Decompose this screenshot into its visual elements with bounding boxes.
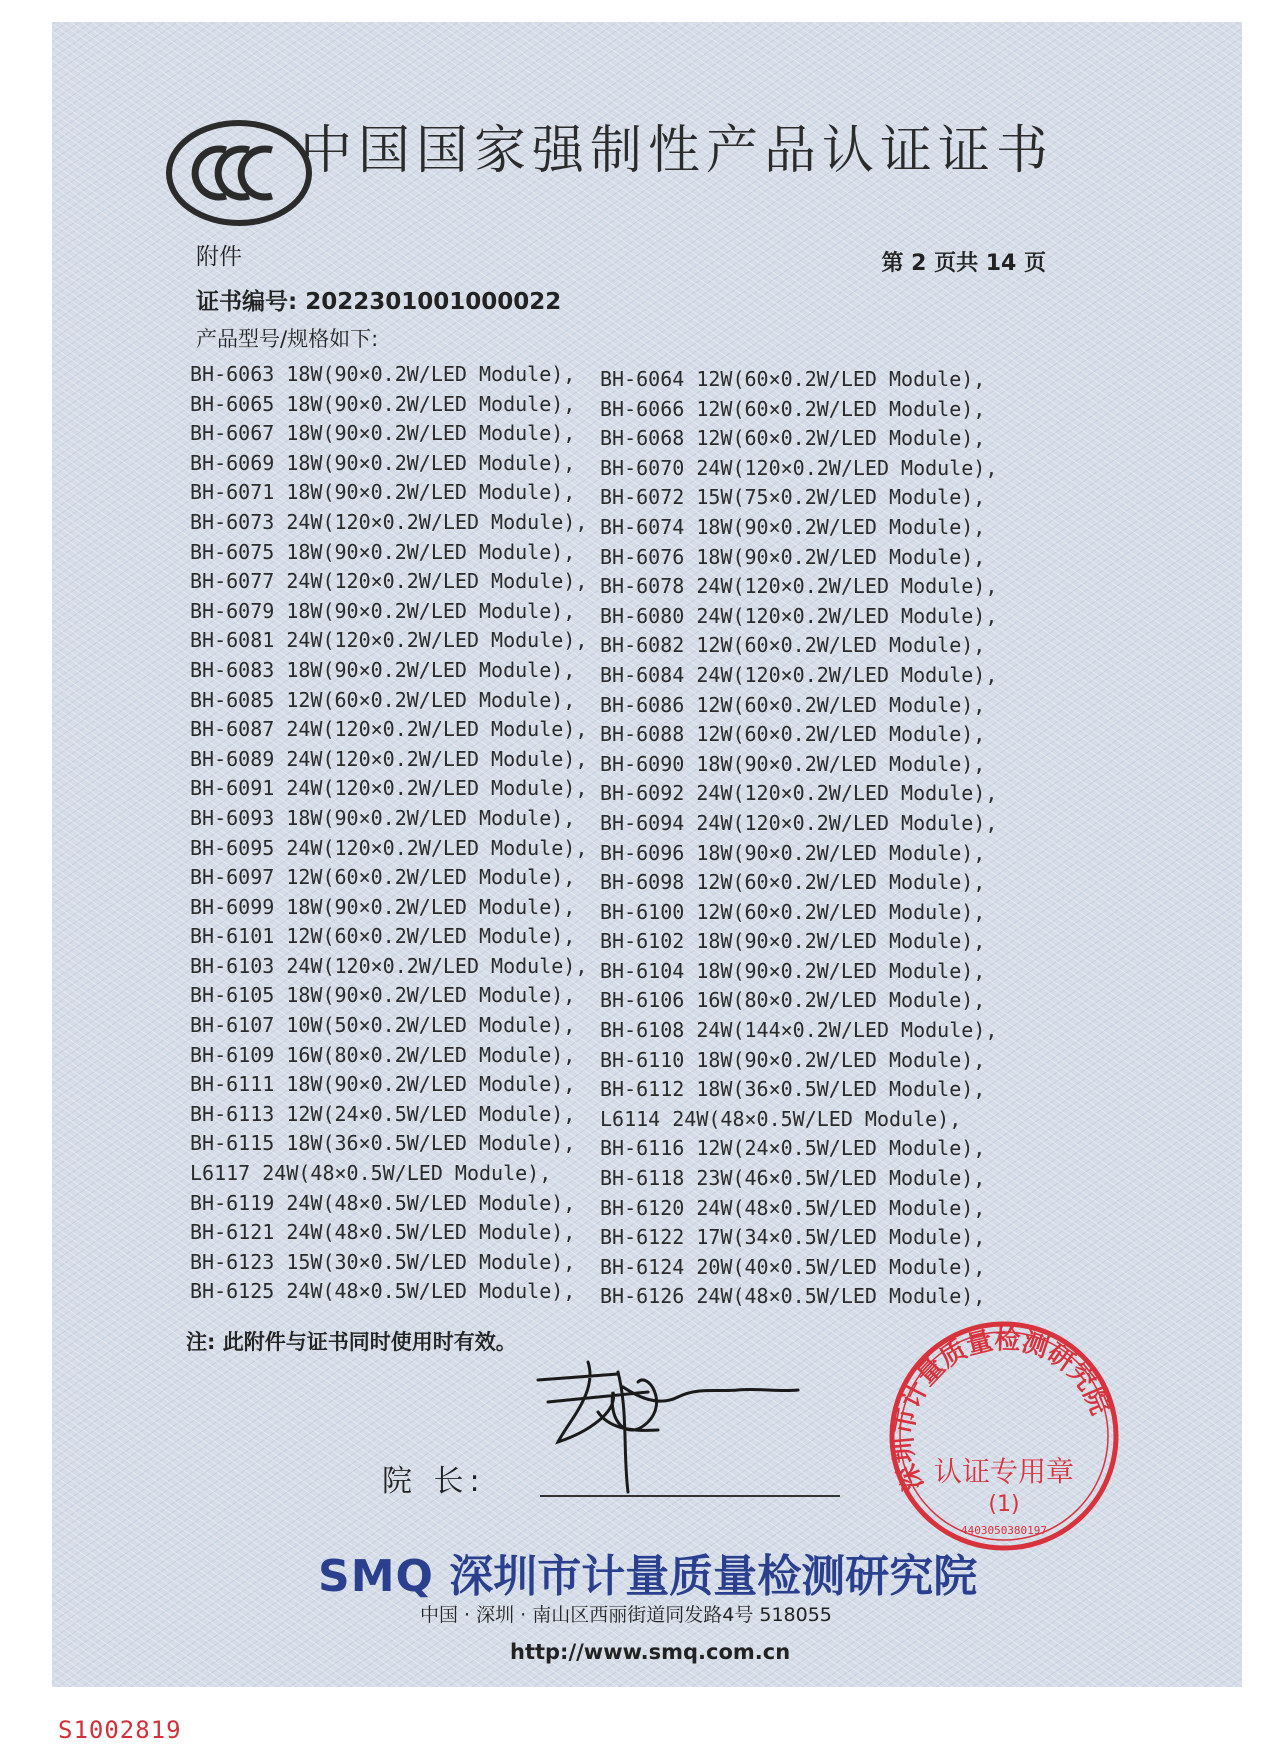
product-left-item: BH-6067 18W(90×0.2W/LED Module), xyxy=(190,421,576,446)
product-left-item: BH-6065 18W(90×0.2W/LED Module), xyxy=(190,391,576,416)
product-right-item: BH-6118 23W(46×0.5W/LED Module), xyxy=(600,1166,986,1191)
product-left-item: BH-6077 24W(120×0.2W/LED Module), xyxy=(190,569,588,594)
product-right-item: BH-6120 24W(48×0.5W/LED Module), xyxy=(600,1195,986,1220)
ccc-logo xyxy=(164,118,314,228)
product-left-item: BH-6091 24W(120×0.2W/LED Module), xyxy=(190,776,588,801)
product-list-right xyxy=(600,365,997,1312)
product-right-item: BH-6070 24W(120×0.2W/LED Module), xyxy=(600,455,998,480)
smq-brand: SMQ xyxy=(318,1551,434,1602)
organization-address: 中国 · 深圳 · 南山区西丽街道同发路4号 518055 xyxy=(420,1604,832,1626)
certificate-number: 证书编号: 2022301001000022 xyxy=(196,289,562,315)
product-left-item: BH-6111 18W(90×0.2W/LED Module), xyxy=(190,1072,576,1097)
product-right-item: BH-6110 18W(90×0.2W/LED Module), xyxy=(600,1047,986,1072)
product-left-item: BH-6105 18W(90×0.2W/LED Module), xyxy=(190,983,576,1008)
validity-note: 注: 此附件与证书同时使用时有效。 xyxy=(186,1330,517,1354)
product-left-item: BH-6107 10W(50×0.2W/LED Module), xyxy=(190,1013,576,1038)
product-right-item: BH-6086 12W(60×0.2W/LED Module), xyxy=(600,692,986,717)
product-right-item: BH-6094 24W(120×0.2W/LED Module), xyxy=(600,810,998,835)
product-right-item: BH-6072 15W(75×0.2W/LED Module), xyxy=(600,485,986,510)
organization-name xyxy=(318,1540,977,1604)
product-right-item: BH-6076 18W(90×0.2W/LED Module), xyxy=(600,544,986,569)
product-right-item: BH-6088 12W(60×0.2W/LED Module), xyxy=(600,722,986,747)
organization-url: http://www.smq.com.cn xyxy=(510,1640,791,1664)
product-right-item: BH-6116 12W(24×0.5W/LED Module), xyxy=(600,1136,986,1161)
organization-full-name: 深圳市计量质量检测研究院 xyxy=(449,1551,978,1602)
product-right-item: BH-6078 24W(120×0.2W/LED Module), xyxy=(600,574,998,599)
product-right-item: BH-6100 12W(60×0.2W/LED Module), xyxy=(600,899,986,924)
seal-ring-text: 深圳市计量质量检测研究院 xyxy=(888,1325,1115,1495)
page-indicator: 第 2 页共 14 页 xyxy=(881,251,1046,276)
dean-label: 院 长: xyxy=(382,1464,486,1499)
product-left-item: BH-6113 12W(24×0.5W/LED Module), xyxy=(190,1101,576,1126)
product-right-item: BH-6084 24W(120×0.2W/LED Module), xyxy=(600,662,998,687)
product-left-item: BH-6121 24W(48×0.5W/LED Module), xyxy=(190,1220,576,1245)
product-left-item: BH-6093 18W(90×0.2W/LED Module), xyxy=(190,805,576,830)
official-seal xyxy=(884,1316,1124,1556)
serial-number: S1002819 xyxy=(58,1716,182,1744)
product-right-item: BH-6096 18W(90×0.2W/LED Module), xyxy=(600,840,986,865)
product-right-item: BH-6068 12W(60×0.2W/LED Module), xyxy=(600,426,986,451)
product-left-item: BH-6101 12W(60×0.2W/LED Module), xyxy=(190,924,576,949)
product-left-item: BH-6109 16W(80×0.2W/LED Module), xyxy=(190,1042,576,1067)
product-left-item: BH-6103 24W(120×0.2W/LED Module), xyxy=(190,953,588,978)
product-right-item: BH-6080 24W(120×0.2W/LED Module), xyxy=(600,603,998,628)
product-left-item: BH-6063 18W(90×0.2W/LED Module), xyxy=(190,362,576,386)
specs-label: 产品型号/规格如下: xyxy=(196,327,379,351)
product-right-item: L6114 24W(48×0.5W/LED Module), xyxy=(600,1106,962,1131)
product-left-item: L6117 24W(48×0.5W/LED Module), xyxy=(190,1161,552,1186)
product-left-item: BH-6099 18W(90×0.2W/LED Module), xyxy=(190,894,576,919)
product-right-item: BH-6126 24W(48×0.5W/LED Module), xyxy=(600,1284,986,1309)
product-left-item: BH-6085 12W(60×0.2W/LED Module), xyxy=(190,687,576,712)
product-left-item: BH-6095 24W(120×0.2W/LED Module), xyxy=(190,835,588,860)
product-left-item: BH-6069 18W(90×0.2W/LED Module), xyxy=(190,450,576,475)
product-left-item: BH-6087 24W(120×0.2W/LED Module), xyxy=(190,717,588,742)
product-left-item: BH-6115 18W(36×0.5W/LED Module), xyxy=(190,1131,576,1156)
product-right-item: BH-6092 24W(120×0.2W/LED Module), xyxy=(600,781,998,806)
svg-text:认证专用章: 认证专用章 xyxy=(933,1455,1075,1488)
product-left-item: BH-6075 18W(90×0.2W/LED Module), xyxy=(190,539,576,564)
product-right-item: BH-6124 20W(40×0.5W/LED Module), xyxy=(600,1254,986,1279)
product-right-item: BH-6082 12W(60×0.2W/LED Module), xyxy=(600,633,986,658)
product-list-left xyxy=(190,360,587,1307)
product-left-item: BH-6071 18W(90×0.2W/LED Module), xyxy=(190,480,576,505)
svg-text:(1): (1) xyxy=(988,1492,1020,1517)
product-left-item: BH-6073 24W(120×0.2W/LED Module), xyxy=(190,509,588,534)
signature-line xyxy=(540,1495,840,1497)
product-right-item: BH-6064 12W(60×0.2W/LED Module), xyxy=(600,367,986,391)
product-left-item: BH-6079 18W(90×0.2W/LED Module), xyxy=(190,598,576,623)
product-left-item: BH-6123 15W(30×0.5W/LED Module), xyxy=(190,1249,576,1274)
handwritten-signature xyxy=(528,1352,808,1517)
product-right-item: BH-6098 12W(60×0.2W/LED Module), xyxy=(600,870,986,895)
product-right-item: BH-6102 18W(90×0.2W/LED Module), xyxy=(600,929,986,954)
product-right-item: BH-6066 12W(60×0.2W/LED Module), xyxy=(600,396,986,421)
product-right-item: BH-6106 16W(80×0.2W/LED Module), xyxy=(600,988,986,1013)
product-left-item: BH-6119 24W(48×0.5W/LED Module), xyxy=(190,1190,576,1215)
product-left-item: BH-6125 24W(48×0.5W/LED Module), xyxy=(190,1279,576,1304)
product-right-item: BH-6112 18W(36×0.5W/LED Module), xyxy=(600,1077,986,1102)
product-left-item: BH-6089 24W(120×0.2W/LED Module), xyxy=(190,746,588,771)
attachment-label: 附件 xyxy=(196,244,242,270)
product-right-item: BH-6090 18W(90×0.2W/LED Module), xyxy=(600,751,986,776)
product-right-item: BH-6104 18W(90×0.2W/LED Module), xyxy=(600,958,986,983)
product-left-item: BH-6097 12W(60×0.2W/LED Module), xyxy=(190,865,576,890)
product-left-item: BH-6083 18W(90×0.2W/LED Module), xyxy=(190,657,576,682)
product-right-item: BH-6122 17W(34×0.5W/LED Module), xyxy=(600,1225,986,1250)
certificate-title: 中国国家强制性产品认证证书 xyxy=(300,121,1055,181)
svg-text:4403050380197: 4403050380197 xyxy=(960,1524,1048,1537)
product-right-item: BH-6108 24W(144×0.2W/LED Module), xyxy=(600,1018,998,1043)
product-left-item: BH-6081 24W(120×0.2W/LED Module), xyxy=(190,628,588,653)
product-right-item: BH-6074 18W(90×0.2W/LED Module), xyxy=(600,514,986,539)
